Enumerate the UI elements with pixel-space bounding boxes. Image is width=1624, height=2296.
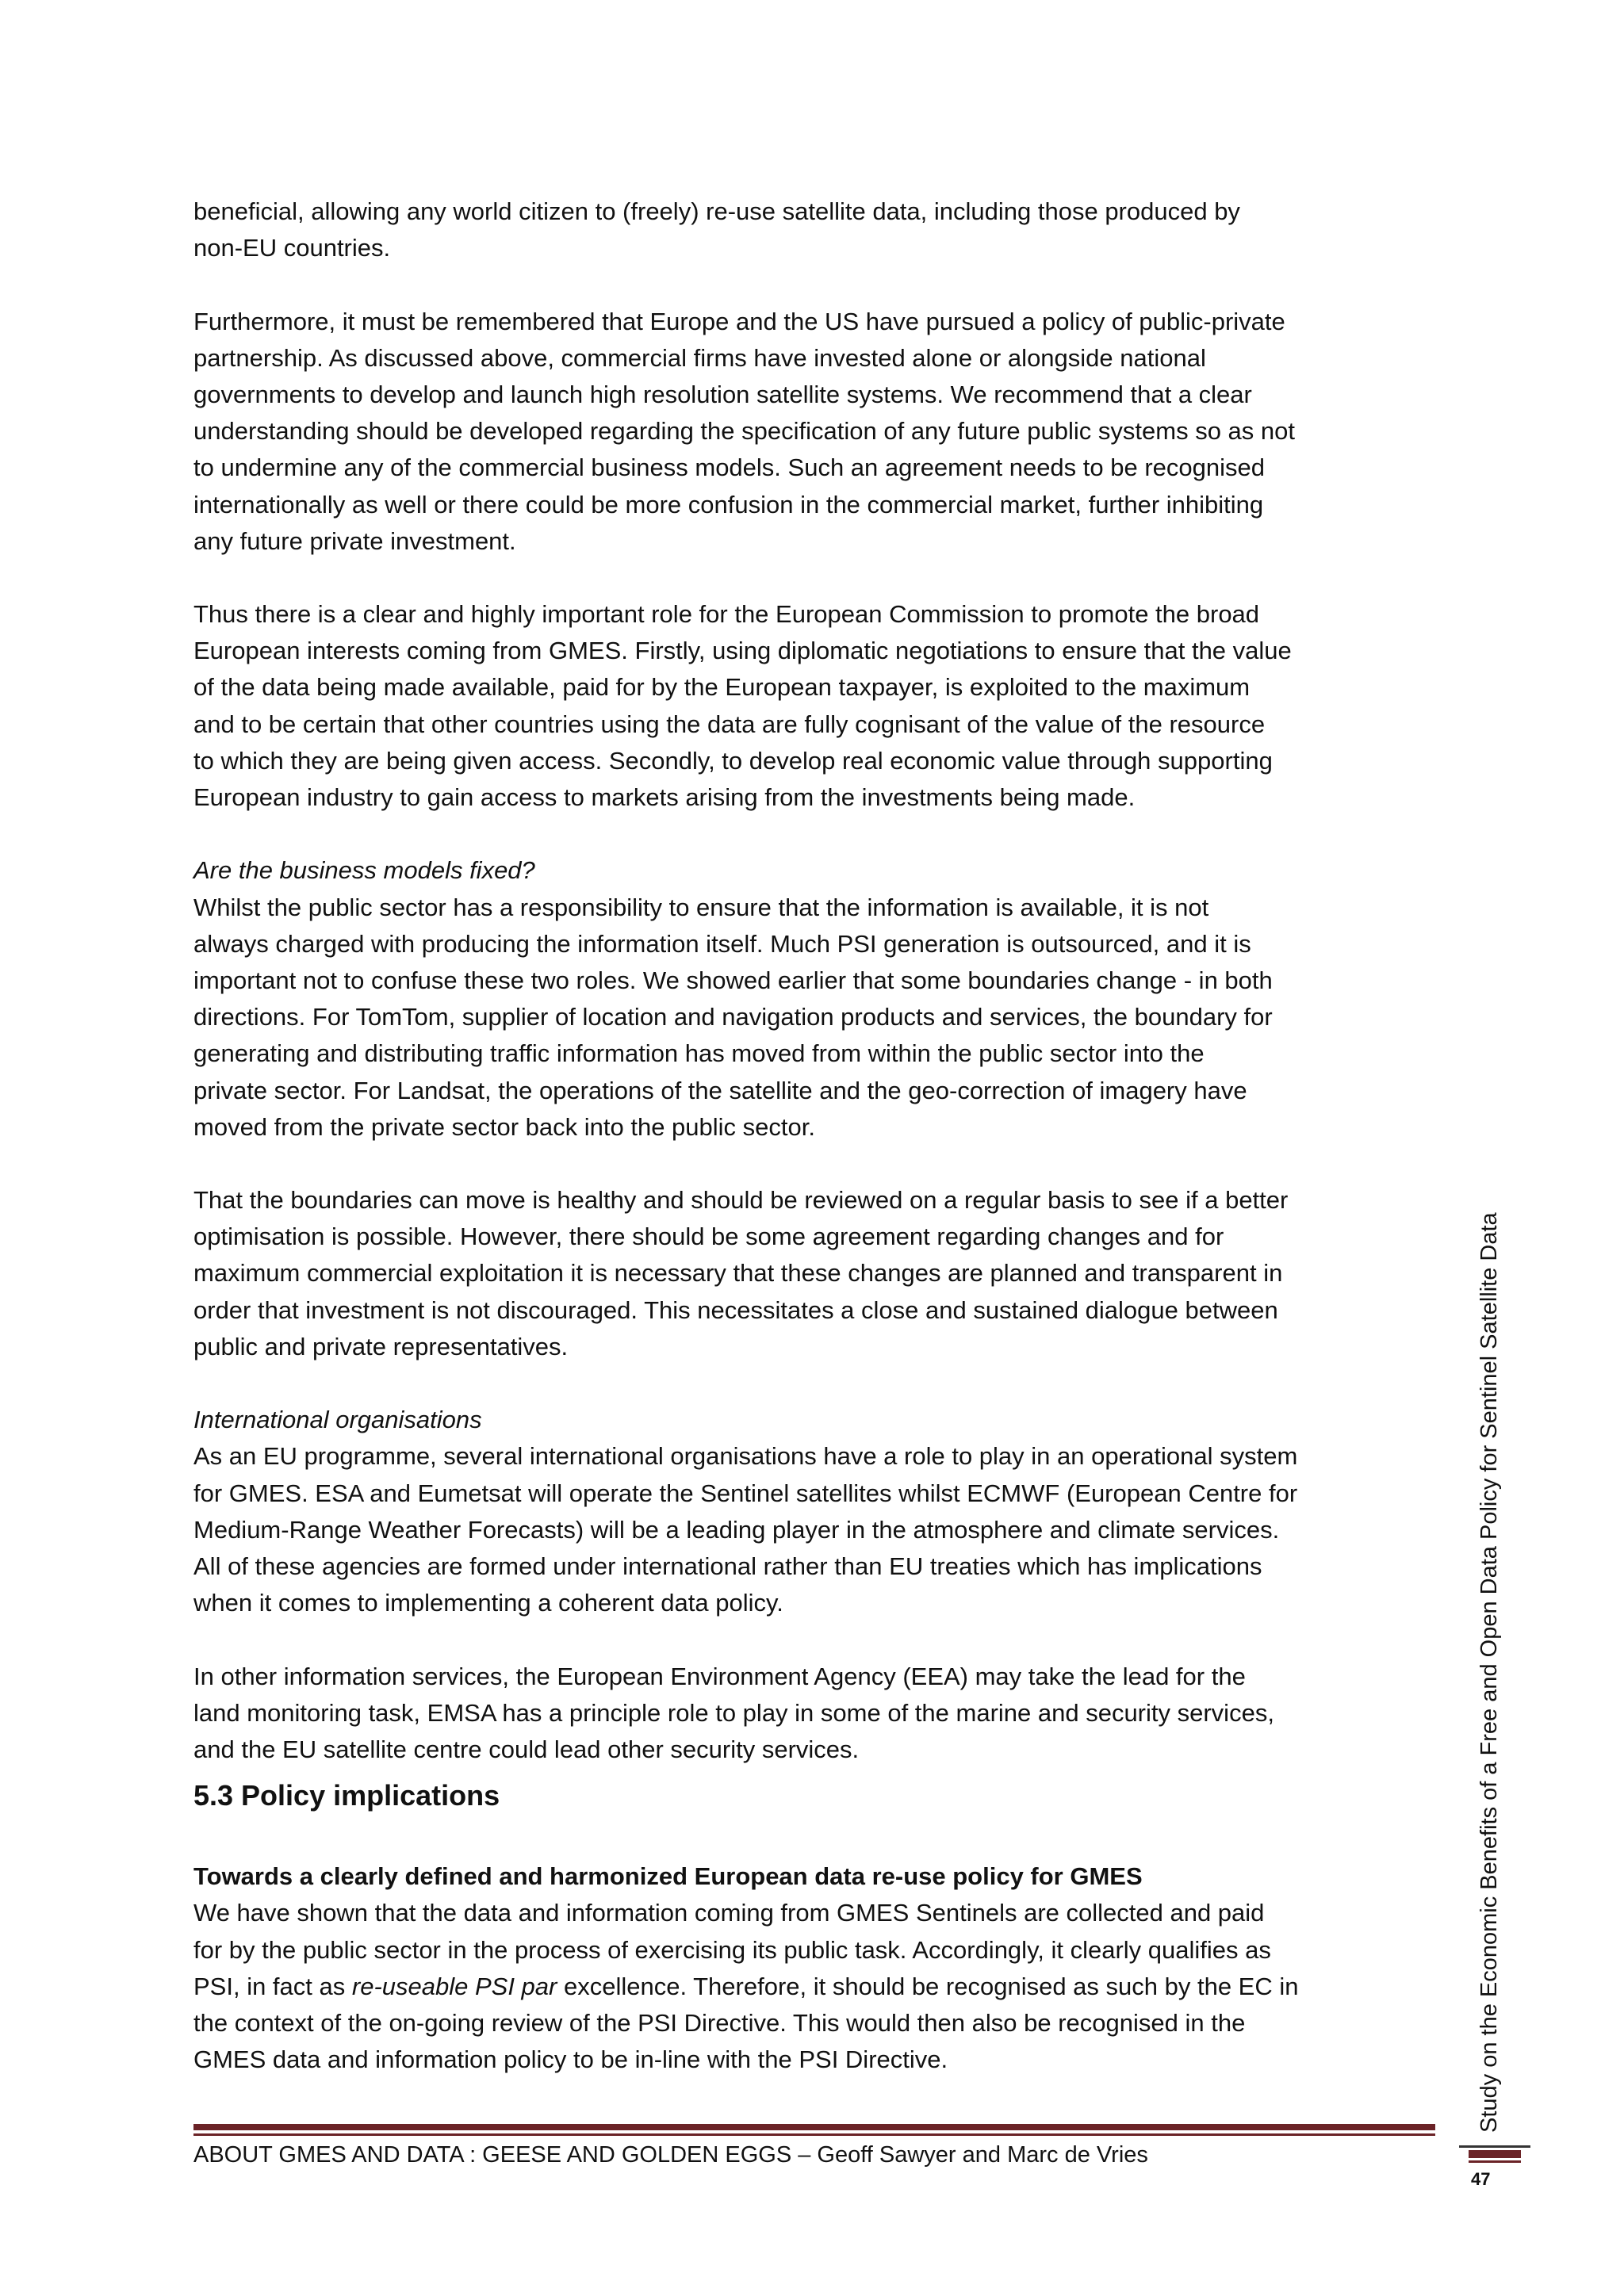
text-line: to which they are being given access. Secondly, to develop real economic value through supporting: [193, 746, 1273, 775]
text-line: internationally as well or there could be more confusion in the commercial market, further inhibiting: [193, 490, 1264, 519]
paragraph-gap: [193, 816, 1446, 852]
text-line: beneficial, allowing any world citizen to (freely) re-use satellite data, including those produced by: [193, 197, 1240, 225]
paragraph: [193, 1895, 1446, 2078]
text-line: for by the public sector in the process of exercising its public task. Accordingly, it clearly qualifies as: [193, 1935, 1271, 1964]
paragraph: [193, 1182, 1446, 1365]
text-line: order that investment is not discouraged. This necessitates a close and sustained dialogue between: [193, 1295, 1278, 1324]
paragraph: [193, 596, 1446, 816]
text-line: important not to confuse these two roles. We showed earlier that some boundaries change - in both: [193, 966, 1273, 994]
subheading: [193, 1402, 1446, 1438]
text-line: As an EU programme, several international organisations have a role to play in an operational system: [193, 1442, 1298, 1471]
text-line: private sector. For Landsat, the operations of the satellite and the geo-correction of imagery have: [193, 1076, 1247, 1104]
bold-heading: [193, 1858, 1446, 1895]
text-line: generating and distributing traffic information has moved from within the public sector into the: [193, 1039, 1205, 1068]
paragraph: [193, 1659, 1446, 1769]
text-line: 5.3 Policy implications: [193, 1779, 500, 1812]
text-line: International organisations: [193, 1406, 482, 1434]
paragraph: [193, 304, 1446, 560]
paragraph-gap: [193, 1621, 1446, 1658]
footer-text: ABOUT GMES AND DATA : GEESE AND GOLDEN EGGS – Geoff Sawyer and Marc de Vries: [193, 2142, 1148, 2168]
text-line: That the boundaries can move is healthy and should be reviewed on a regular basis to see if a better: [193, 1186, 1289, 1215]
text-line: European industry to gain access to markets arising from the investments being made.: [193, 783, 1136, 811]
paragraph: [193, 1438, 1446, 1621]
text-line: partnership. As discussed above, commercial firms have invested alone or alongside national: [193, 343, 1206, 372]
text-line: Thus there is a clear and highly important role for the European Commission to promote the broad: [193, 600, 1260, 629]
text-line: GMES data and information policy to be in-line with the PSI Directive.: [193, 2045, 948, 2074]
text-line: All of these agencies are formed under international rather than EU treaties which has implications: [193, 1552, 1262, 1580]
paragraph-gap: [193, 266, 1446, 303]
text-line: public and private representatives.: [193, 1332, 569, 1360]
text-line: the context of the on-going review of the PSI Directive. This would then also be recognised in the: [193, 2009, 1246, 2037]
text-line: In other information services, the European Environment Agency (EEA) may take the lead for the: [193, 1662, 1246, 1690]
page-number-marker: [1459, 2145, 1530, 2163]
text-line: always charged with producing the information itself. Much PSI generation is outsourced, and it is: [193, 929, 1251, 958]
subheading: [193, 852, 1446, 889]
text-line: optimisation is possible. However, there should be some agreement regarding changes and for: [193, 1223, 1224, 1251]
text-line: PSI, in fact as re-useable PSI par excellence. Therefore, it should be recognised as such by the EC in: [193, 1972, 1299, 2000]
section-heading: [193, 1773, 1446, 1819]
footer-rule: [193, 2124, 1435, 2136]
side-title: Study on the Economic Benefits of a Free and Open Data Policy for Sentinel Satellite Data: [1477, 1212, 1502, 2133]
text-line: European interests coming from GMES. Firstly, using diplomatic negotiations to ensure that the value: [193, 637, 1292, 665]
text-line: for GMES. ESA and Eumetsat will operate the Sentinel satellites whilst ECMWF (European Centre for: [193, 1479, 1298, 1507]
paragraph: [193, 890, 1446, 1146]
page-number: 47: [1471, 2169, 1491, 2189]
text-line: We have shown that the data and information coming from GMES Sentinels are collected and paid: [193, 1899, 1265, 1927]
text-line: and the EU satellite centre could lead other security services.: [193, 1735, 860, 1763]
text-line: Whilst the public sector has a responsibility to ensure that the information is available, it is not: [193, 893, 1209, 921]
text-line: and to be certain that other countries using the data are fully cognisant of the value of the resource: [193, 710, 1266, 738]
paragraph-gap: [193, 1822, 1446, 1858]
text-line: governments to develop and launch high resolution satellite systems. We recommend that a clear: [193, 380, 1252, 408]
paragraph: [193, 193, 1446, 266]
text-line: understanding should be developed regarding the specification of any future public systems so as not: [193, 417, 1295, 446]
text-line: to undermine any of the commercial business models. Such an agreement needs to be recognised: [193, 453, 1265, 482]
text-line: when it comes to implementing a coherent data policy.: [193, 1589, 783, 1617]
text-line: Furthermore, it must be remembered that Europe and the US have pursued a policy of public-private: [193, 307, 1285, 335]
text-line: Towards a clearly defined and harmonized European data re-use policy for GMES: [193, 1862, 1143, 1891]
document-body: [193, 193, 1446, 2078]
paragraph-gap: [193, 1146, 1446, 1182]
text-line: maximum commercial exploitation it is necessary that these changes are planned and transparent in: [193, 1259, 1283, 1288]
text-line: of the data being made available, paid for by the European taxpayer, is exploited to the maximum: [193, 673, 1251, 702]
text-line: Medium-Range Weather Forecasts) will be a leading player in the atmosphere and climate services.: [193, 1515, 1280, 1544]
paragraph-gap: [193, 560, 1446, 596]
text-line: moved from the private sector back into the public sector.: [193, 1112, 815, 1141]
text-line: Are the business models fixed?: [193, 856, 535, 885]
text-line: any future private investment.: [193, 526, 516, 555]
paragraph-gap: [193, 1365, 1446, 1402]
text-line: land monitoring task, EMSA has a principle role to play in some of the marine and security services,: [193, 1698, 1274, 1727]
text-line: directions. For TomTom, supplier of location and navigation products and services, the boundary for: [193, 1003, 1273, 1031]
text-line: non-EU countries.: [193, 234, 391, 262]
